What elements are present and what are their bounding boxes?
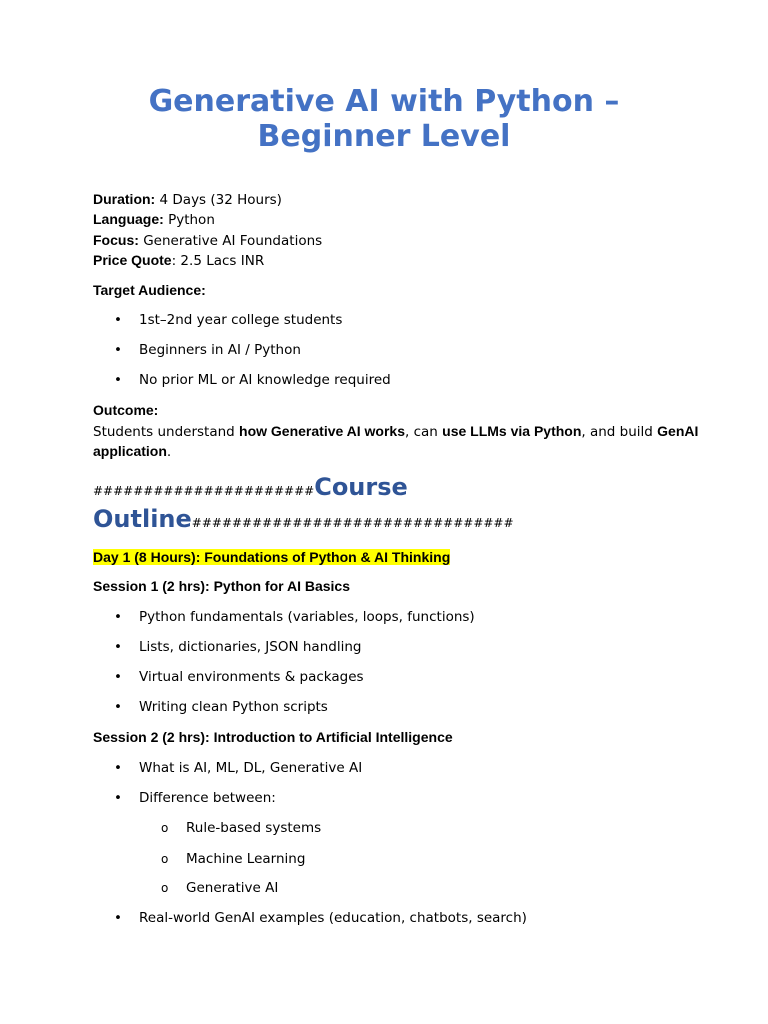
- outline-heading-line-2: [93, 504, 514, 538]
- outline-word: Outline: [93, 505, 192, 533]
- session1-heading-text: Session 1 (2 hrs): Python for AI Basics: [93, 578, 350, 594]
- sub-bullet-icon: o: [161, 881, 169, 895]
- bullet-icon: •: [114, 910, 122, 926]
- sub-bullet-icon: o: [161, 821, 169, 835]
- session2-subitem: Rule-based systems: [186, 820, 322, 836]
- outcome-text: , and build: [581, 424, 658, 440]
- outcome-text: .: [166, 444, 172, 460]
- outcome-bold: use LLMs via Python: [442, 423, 582, 439]
- focus-line: [93, 230, 322, 251]
- session2-item: What is AI, ML, DL, Generative AI: [139, 760, 363, 776]
- bullet-icon: •: [114, 342, 122, 358]
- duration-label: Duration:: [93, 191, 156, 207]
- session1-heading: [93, 576, 350, 597]
- day1-heading: [93, 547, 450, 568]
- session2-subitem: Machine Learning: [186, 851, 306, 867]
- bullet-icon: •: [114, 372, 122, 388]
- audience-item: No prior ML or AI knowledge required: [139, 372, 391, 388]
- bullet-icon: •: [114, 760, 122, 776]
- session1-item: Python fundamentals (variables, loops, functions): [139, 609, 475, 625]
- focus-label: Focus:: [93, 232, 139, 248]
- bullet-icon: •: [114, 639, 122, 655]
- sub-bullet-icon: o: [161, 852, 169, 866]
- bullet-icon: •: [114, 609, 122, 625]
- bullet-icon: •: [114, 669, 122, 685]
- focus-value: Generative AI Foundations: [143, 233, 323, 249]
- bullet-icon: •: [114, 312, 122, 328]
- outcome-text: , can: [405, 424, 443, 440]
- session1-item: Lists, dictionaries, JSON handling: [139, 639, 362, 655]
- title-line-1: Generative AI with Python –: [148, 84, 620, 119]
- audience-item: Beginners in AI / Python: [139, 342, 301, 358]
- document-title: [0, 84, 768, 154]
- price-label: Price Quote: [93, 252, 172, 268]
- duration-value: 4 Days (32 Hours): [159, 192, 282, 208]
- outcome-bold: GenAI: [657, 423, 699, 439]
- session2-heading-text: Session 2 (2 hrs): Introduction to Artificial Intelligence: [93, 729, 453, 745]
- outcome-bold: application: [93, 443, 167, 459]
- audience-item: 1st–2nd year college students: [139, 312, 343, 328]
- bullet-icon: •: [114, 790, 122, 806]
- outline-heading-line-1: [93, 472, 408, 506]
- session1-item: Virtual environments & packages: [139, 669, 364, 685]
- outcome-bold: how Generative AI works: [239, 423, 406, 439]
- session2-heading: [93, 727, 453, 748]
- outcome-text: Students understand: [93, 424, 240, 440]
- price-value: : 2.5 Lacs INR: [171, 253, 265, 269]
- price-line: [93, 250, 264, 271]
- session2-item: Real-world GenAI examples (education, chatbots, search): [139, 910, 527, 926]
- outline-hashes: ################################: [191, 516, 514, 530]
- audience-heading-text: Target Audience:: [93, 282, 206, 298]
- outcome-line-1: [93, 421, 698, 442]
- outcome-heading: [93, 400, 158, 421]
- outcome-heading-text: Outcome:: [93, 402, 159, 418]
- audience-heading: [93, 280, 206, 301]
- language-line: [93, 209, 215, 230]
- language-label: Language:: [93, 211, 164, 227]
- bullet-icon: •: [114, 699, 122, 715]
- duration-line: [93, 189, 282, 210]
- outline-hashes: ######################: [93, 484, 315, 498]
- session2-subitem: Generative AI: [186, 880, 279, 896]
- session2-item: Difference between:: [139, 790, 276, 806]
- day1-heading-text: Day 1 (8 Hours): Foundations of Python & AI Thinking: [93, 549, 451, 565]
- title-line-2: Beginner Level: [257, 119, 511, 154]
- session1-item: Writing clean Python scripts: [139, 699, 328, 715]
- outline-word: Course: [314, 473, 408, 501]
- language-value: Python: [168, 212, 215, 228]
- outcome-line-2: [93, 441, 171, 462]
